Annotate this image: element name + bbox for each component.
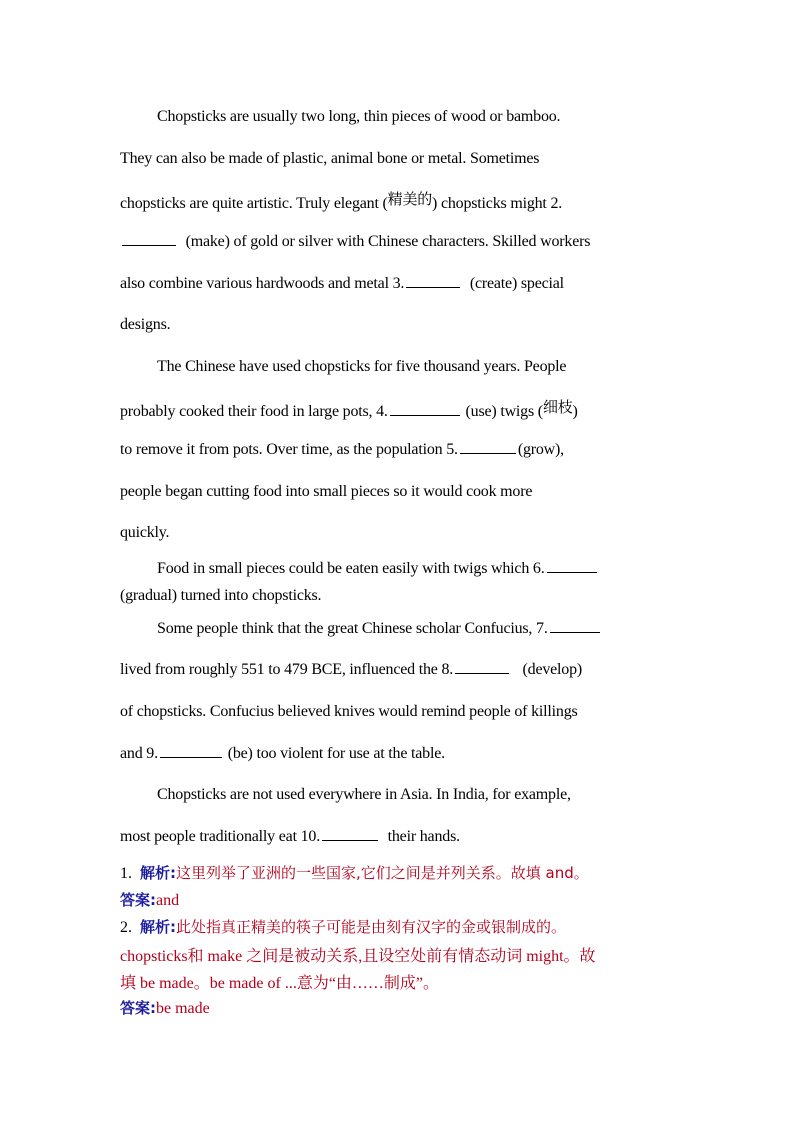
passage-line: Chopsticks are not used everywhere in Asia. In India, for example, [157,786,571,803]
passage-line: Some people think that the great Chinese scholar Confucius, 7. [157,620,602,638]
answer-explanation-2: 2. 解析:此处指真正精美的筷子可能是由刻有汉字的金或银制成的。 [120,918,567,936]
answer-label: 答案: [120,891,156,909]
passage-line: and 9. (be) too violent for use at the table. [120,745,445,762]
blank-9 [160,756,222,758]
passage-line: (make) of gold or silver with Chinese characters. Skilled workers [120,233,590,251]
answer-1: 答案:and [120,891,180,909]
blank-5 [460,452,516,454]
blank-2 [122,244,176,246]
answer-2: 答案:be made [120,999,210,1017]
answer-label: 答案: [120,999,156,1017]
explanation-label: 解析: [140,918,176,936]
passage-line: Food in small pieces could be eaten easily with twigs which 6. [157,560,599,578]
blank-7 [550,631,600,633]
passage-line: also combine various hardwoods and metal 3. (create) special [120,275,564,292]
passage-line: chopsticks are quite artistic. Truly elegant (精美的) chopsticks might 2. [120,190,563,212]
passage-line: lived from roughly 551 to 479 BCE, influenced the 8. (develop) [120,661,583,678]
blank-4 [390,414,460,416]
passage-line: most people traditionally eat 10. their hands. [120,828,460,845]
chinese-gloss: 精美的 [387,190,433,208]
blank-6 [547,571,597,573]
passage-line: probably cooked their food in large pots, 4. (use) twigs (细枝) [120,398,578,420]
explanation-line: chopsticks和 make 之间是被动关系,且设空处前有情态动词 might。故 [120,948,596,965]
explanation-line: 填 be made。be made of ...意为“由……制成”。 [120,975,440,992]
passage-line: designs. [120,316,171,333]
passage-line: The Chinese have used chopsticks for five thousand years. People [157,358,567,375]
passage-line: of chopsticks. Confucius believed knives would remind people of killings [120,703,578,720]
passage-line: quickly. [120,524,170,541]
blank-10 [322,839,378,841]
explanation-label: 解析: [140,864,176,882]
blank-8 [455,672,509,674]
chinese-gloss: 细枝 [542,398,573,416]
passage-line: They can also be made of plastic, animal bone or metal. Sometimes [120,150,540,167]
passage-line: (gradual) turned into chopsticks. [120,587,322,604]
answer-explanation-1: 1. 解析:这里列举了亚洲的一些国家,它们之间是并列关系。故填 and。 [120,864,589,882]
blank-3 [406,286,460,288]
passage-line: Chopsticks are usually two long, thin pieces of wood or bamboo. [157,108,561,125]
passage-line: to remove it from pots. Over time, as the population 5. (grow), [120,441,564,458]
passage-line: people began cutting food into small pieces so it would cook more [120,483,533,500]
